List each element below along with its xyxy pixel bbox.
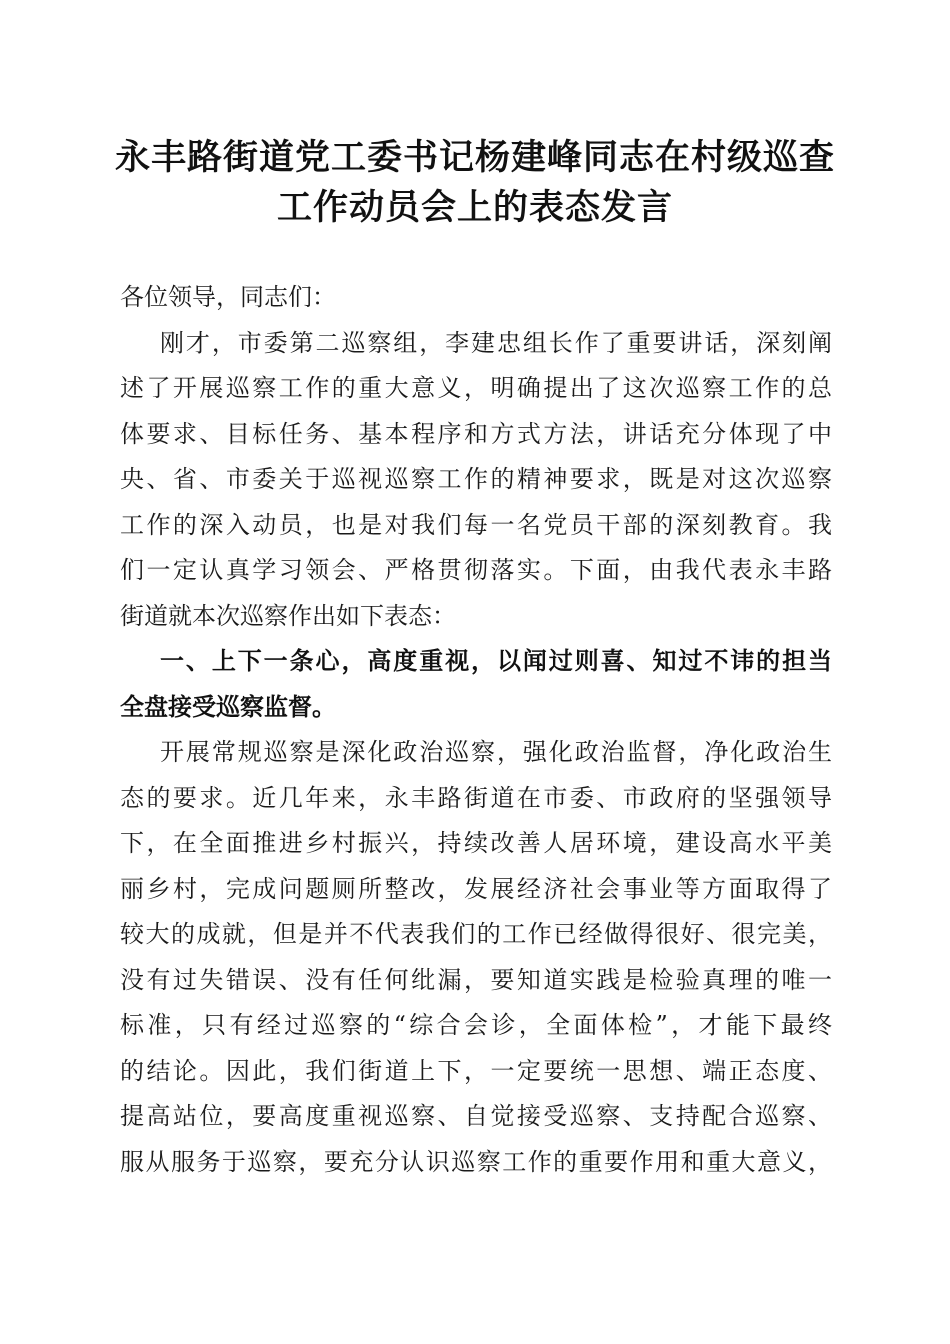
paragraph-line: 没有过失错误、没有任何纰漏，要知道实践是检验真理的唯一 xyxy=(120,965,832,994)
paragraph-line: 工作的深入动员，也是对我们每一名党员干部的深刻教育。我 xyxy=(120,510,832,539)
title-line-2: 工作动员会上的表态发言 xyxy=(276,187,673,228)
document-title xyxy=(100,133,850,233)
title-line-1: 永丰路街道党工委书记杨建峰同志在村级巡查 xyxy=(114,137,835,178)
paragraph-line: 的结论。因此，我们街道上下，一定要统一思想、端正态度、 xyxy=(120,1056,832,1085)
salutation: 各位领导，同志们： xyxy=(120,283,336,311)
heading-line: 一、上下一条心，高度重视，以闻过则喜、知过不讳的担当 xyxy=(160,647,832,675)
paragraph-2 xyxy=(120,730,832,1185)
section-heading-1 xyxy=(120,639,832,730)
heading-line: 全盘接受巡察监督。 xyxy=(120,692,336,721)
paragraph-line: 下，在全面推进乡村振兴，持续改善人居环境，建设高水平美 xyxy=(120,829,832,857)
paragraph-line: 较大的成就，但是并不代表我们的工作已经做得很好、很完美， xyxy=(120,920,832,948)
paragraph-line: 服从服务于巡察，要充分认识巡察工作的重要作用和重大意义， xyxy=(120,1147,832,1176)
paragraph-line: 丽乡村，完成问题厕所整改，发展经济社会事业等方面取得了 xyxy=(120,874,832,903)
paragraph-line: 态的要求。近几年来，永丰路街道在市委、市政府的坚强领导 xyxy=(120,783,832,812)
paragraph-line: 提高站位，要高度重视巡察、自觉接受巡察、支持配合巡察、 xyxy=(120,1102,832,1130)
paragraph-line: 述了开展巡察工作的重大意义，明确提出了这次巡察工作的总 xyxy=(120,374,832,402)
paragraph-line: 们一定认真学习领会、严格贯彻落实。下面，由我代表永丰路 xyxy=(120,556,832,584)
paragraph-line: 体要求、目标任务、基本程序和方式方法，讲话充分体现了中 xyxy=(120,419,832,448)
paragraph-line: 央、省、市委关于巡视巡察工作的精神要求，既是对这次巡察 xyxy=(120,465,832,493)
paragraph-line: 开展常规巡察是深化政治巡察，强化政治监督，净化政治生 xyxy=(160,738,832,766)
paragraph-line: 标准，只有经过巡察的“综合会诊，全面体检”，才能下最终 xyxy=(120,1011,832,1039)
paragraph-1 xyxy=(120,321,832,640)
paragraph-line: 街道就本次巡察作出如下表态： xyxy=(120,601,456,630)
document-body xyxy=(120,275,832,1185)
paragraph-line: 刚才，市委第二巡察组，李建忠组长作了重要讲话，深刻阐 xyxy=(160,328,832,357)
